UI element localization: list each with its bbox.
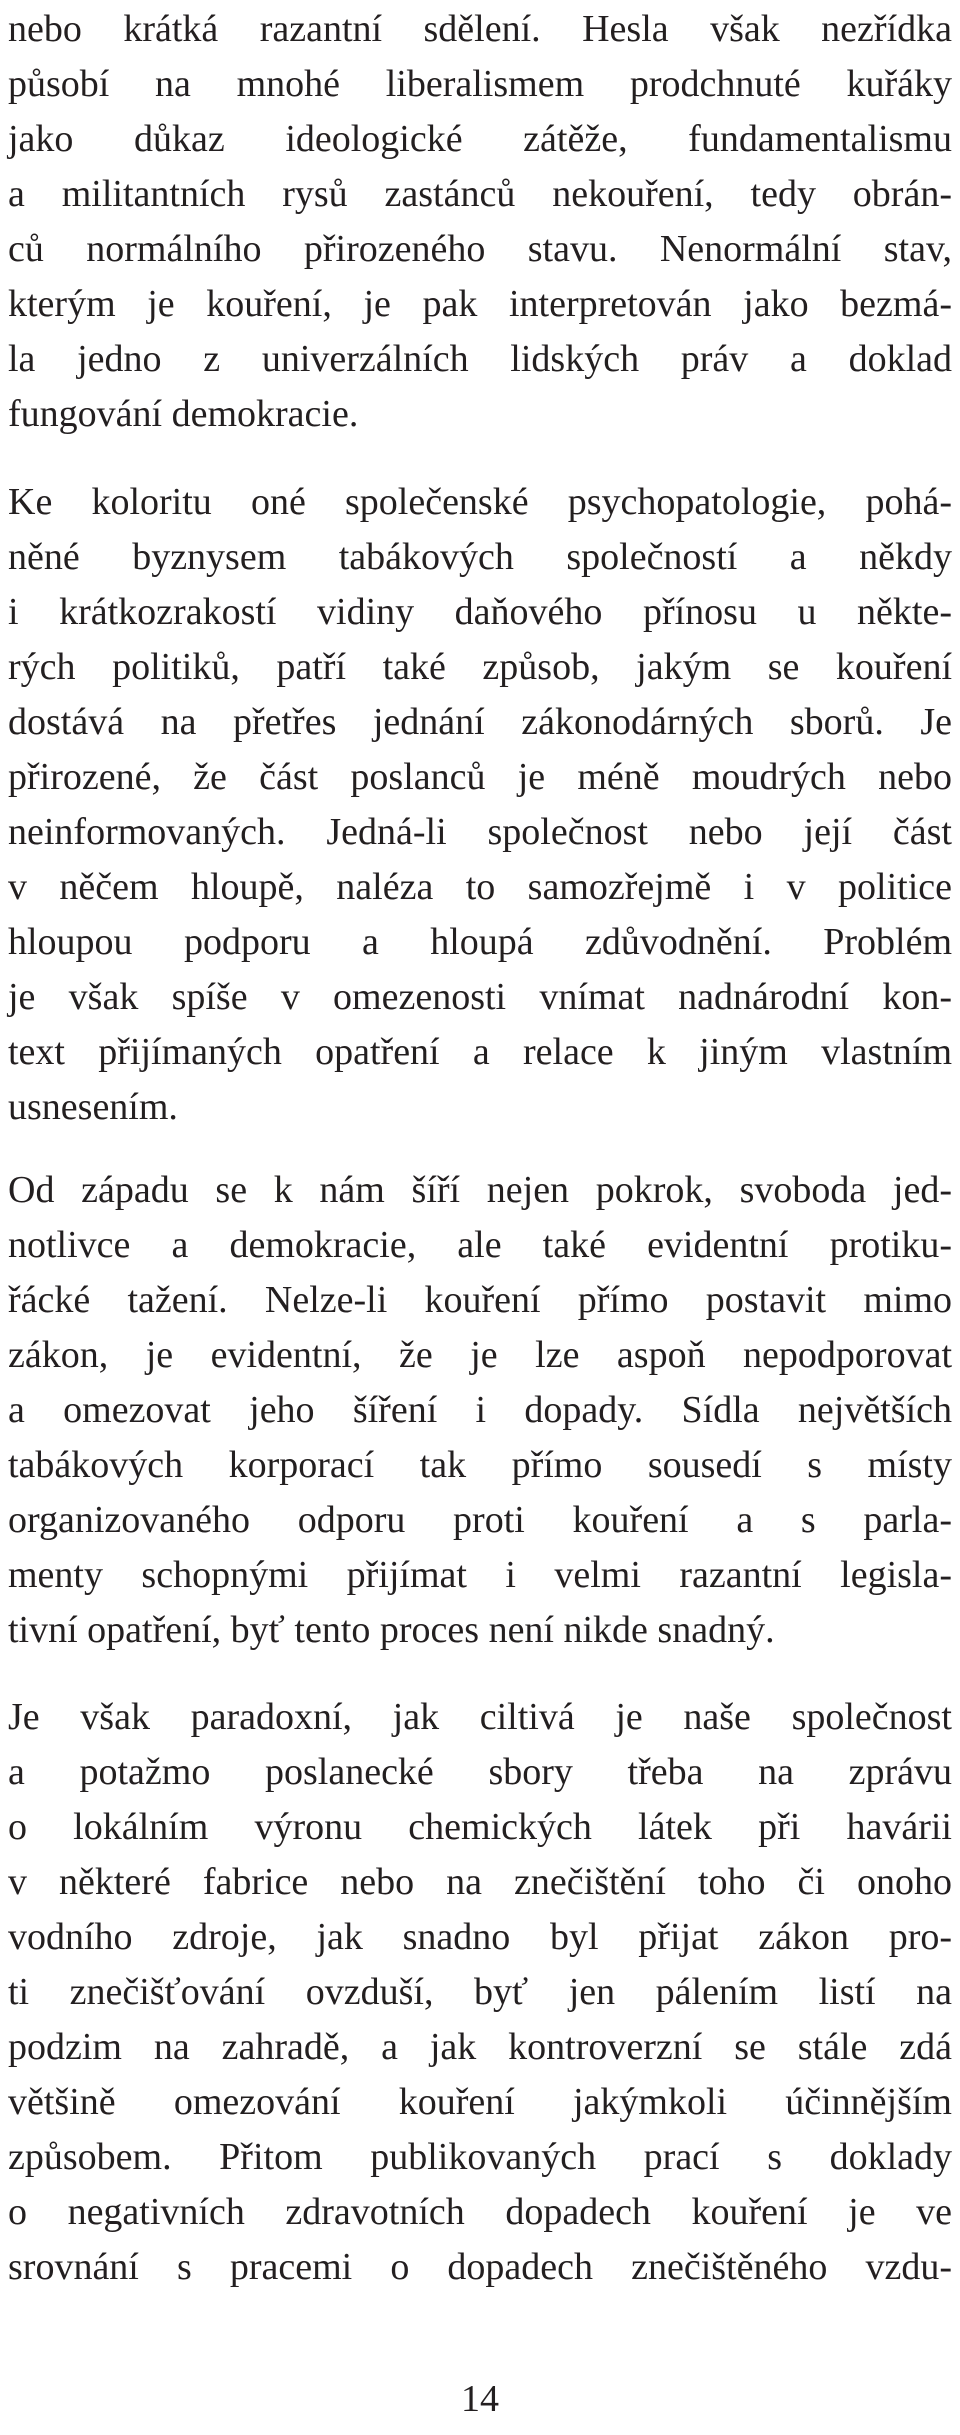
- text-line: řácké tažení. Nelze-li kouření přímo postavit mimo: [8, 1279, 952, 1321]
- text-line: text přijímaných opatření a relace k jiným vlastním: [8, 1031, 952, 1073]
- text-line: rých politiků, patří také způsob, jakým se kouření: [8, 646, 952, 688]
- text-line: většině omezování kouření jakýmkoli účinnějším: [8, 2081, 952, 2123]
- text-line: Ke koloritu oné společenské psychopatologie, pohá-: [8, 481, 952, 523]
- page-number: 14: [461, 2378, 499, 2420]
- text-line: přirozené, že část poslanců je méně moudrých nebo: [8, 756, 952, 798]
- text-line: tabákových korporací tak přímo sousedí s místy: [8, 1444, 952, 1486]
- paragraph-4: [8, 1690, 952, 2295]
- text-line: a potažmo poslanecké sbory třeba na zprávu: [8, 1751, 952, 1793]
- text-line: hloupou podporu a hloupá zdůvodnění. Problém: [8, 921, 952, 963]
- text-line: dostává na přetřes jednání zákonodárných sborů. Je: [8, 701, 952, 743]
- text-line: o negativních zdravotních dopadech kouření je ve: [8, 2191, 952, 2233]
- text-line: fungování demokracie.: [8, 393, 359, 435]
- text-line: Je však paradoxní, jak ciltivá je naše společnost: [8, 1696, 952, 1738]
- text-line: kterým je kouření, je pak interpretován jako bezmá-: [8, 283, 952, 325]
- text-line: vodního zdroje, jak snadno byl přijat zákon pro-: [8, 1916, 952, 1958]
- text-line: notlivce a demokracie, ale také evidentní protiku-: [8, 1224, 952, 1266]
- text-line: něné byznysem tabákových společností a někdy: [8, 536, 952, 578]
- text-line: nebo krátká razantní sdělení. Hesla však nezřídka: [8, 8, 952, 50]
- text-line: i krátkozrakostí vidiny daňového přínosu u někte-: [8, 591, 952, 633]
- text-line: v něčem hloupě, naléza to samozřejmě i v politice: [8, 866, 952, 908]
- text-line: srovnání s pracemi o dopadech znečištěného vzdu-: [8, 2246, 952, 2288]
- text-line: a militantních rysů zastánců nekouření, tedy obrán-: [8, 173, 952, 215]
- text-line: je však spíše v omezenosti vnímat nadnárodní kon-: [8, 976, 952, 1018]
- text-line: menty schopnými přijímat i velmi razantní legisla-: [8, 1554, 952, 1596]
- text-line: jako důkaz ideologické zátěže, fundamentalismu: [8, 118, 952, 160]
- text-line: podzim na zahradě, a jak kontroverzní se stále zdá: [8, 2026, 952, 2068]
- paragraph-3: [8, 1163, 952, 1658]
- text-line: usnesením.: [8, 1086, 178, 1128]
- text-line: tivní opatření, byť tento proces není nikde snadný.: [8, 1609, 775, 1651]
- text-line: ti znečišťování ovzduší, byť jen pálením listí na: [8, 1971, 952, 2013]
- text-line: způsobem. Přitom publikovaných prací s doklady: [8, 2136, 952, 2178]
- text-line: v některé fabrice nebo na znečištění toho či onoho: [8, 1861, 952, 1903]
- text-line: Od západu se k nám šíří nejen pokrok, svoboda jed-: [8, 1169, 952, 1211]
- text-line: neinformovaných. Jedná-li společnost nebo její část: [8, 811, 952, 853]
- text-line: la jedno z univerzálních lidských práv a doklad: [8, 338, 952, 380]
- text-line: a omezovat jeho šíření i dopady. Sídla největších: [8, 1389, 952, 1431]
- text-line: o lokálním výronu chemických látek při havárii: [8, 1806, 952, 1848]
- paragraph-2: [8, 475, 952, 1135]
- text-line: působí na mnohé liberalismem prodchnuté kuřáky: [8, 63, 952, 105]
- text-line: zákon, je evidentní, že je lze aspoň nepodporovat: [8, 1334, 952, 1376]
- paragraph-1: [8, 2, 952, 442]
- text-line: organizovaného odporu proti kouření a s parla-: [8, 1499, 952, 1541]
- text-line: ců normálního přirozeného stavu. Nenormální stav,: [8, 228, 952, 270]
